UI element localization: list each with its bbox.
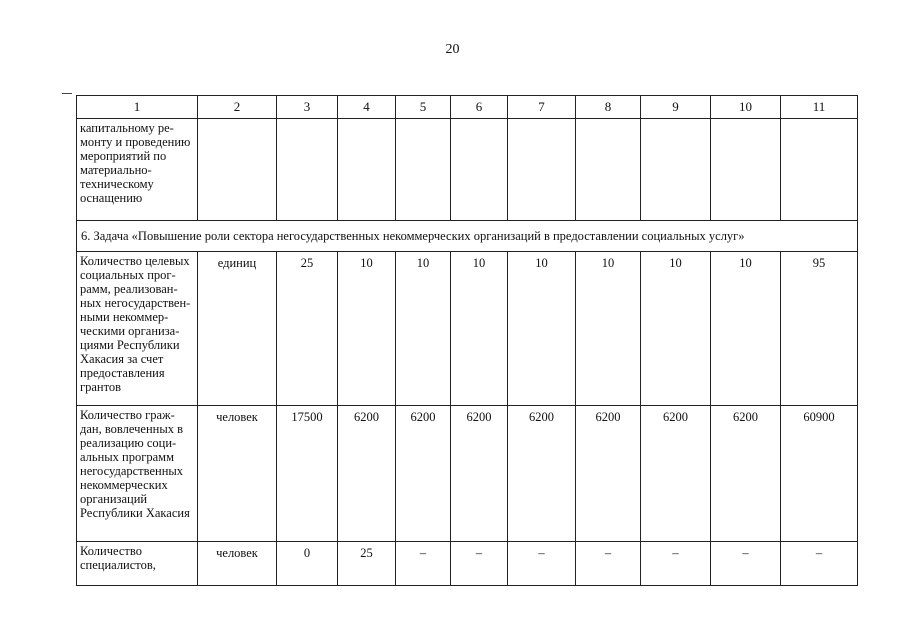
page-number: 20 xyxy=(445,42,460,57)
name-line: ными некоммер- xyxy=(80,310,169,324)
name-line: специалистов, xyxy=(80,558,156,572)
unit-cell: человек xyxy=(198,542,277,586)
empty-cell xyxy=(576,119,641,221)
column-header: 1 xyxy=(77,96,198,119)
name-line: мероприятий по xyxy=(80,149,167,163)
value-cell: 10 xyxy=(641,252,711,406)
value-cell: – xyxy=(451,542,508,586)
name-line: материально- xyxy=(80,163,152,177)
column-header: 9 xyxy=(641,96,711,119)
name-line: техническому xyxy=(80,177,154,191)
task-heading-row xyxy=(77,221,858,252)
empty-cell xyxy=(711,119,781,221)
value-cell: 6200 xyxy=(711,406,781,542)
value-cell: 60900 xyxy=(781,406,858,542)
value-cell: 0 xyxy=(277,542,338,586)
name-line: циями Республики xyxy=(80,338,180,352)
table-row xyxy=(77,252,858,406)
name-line: Количество граж- xyxy=(80,408,175,422)
name-line: организаций xyxy=(80,492,148,506)
name-line: ных негосударствен- xyxy=(80,296,191,310)
name-line: альных программ xyxy=(80,450,174,464)
name-line: дан, вовлеченных в xyxy=(80,422,184,436)
empty-cell xyxy=(198,119,277,221)
name-line: предоставления xyxy=(80,366,165,380)
empty-cell xyxy=(451,119,508,221)
value-cell: 6200 xyxy=(641,406,711,542)
indicators-table xyxy=(76,95,858,586)
name-line: негосударственных xyxy=(80,464,184,478)
name-line: Хакасия за счет xyxy=(80,352,164,366)
name-line: рамм, реализован- xyxy=(80,282,178,296)
name-line: Республики Хакасия xyxy=(80,506,190,520)
value-cell: 6200 xyxy=(576,406,641,542)
value-cell: 17500 xyxy=(277,406,338,542)
indicator-name xyxy=(77,542,198,586)
name-line: грантов xyxy=(80,380,122,394)
column-header: 2 xyxy=(198,96,277,119)
value-cell: 6200 xyxy=(396,406,451,542)
column-header: 6 xyxy=(451,96,508,119)
unit-cell: человек xyxy=(198,406,277,542)
column-header: 3 xyxy=(277,96,338,119)
unit-cell: единиц xyxy=(198,252,277,406)
table-header-row xyxy=(77,96,858,119)
value-cell: 25 xyxy=(277,252,338,406)
empty-cell xyxy=(641,119,711,221)
empty-cell xyxy=(396,119,451,221)
value-cell: 6200 xyxy=(338,406,396,542)
value-cell: – xyxy=(781,542,858,586)
value-cell: – xyxy=(508,542,576,586)
name-line: реализацию соци- xyxy=(80,436,177,450)
name-line: монту и проведению xyxy=(80,135,191,149)
value-cell: 25 xyxy=(338,542,396,586)
indicator-name xyxy=(77,406,198,542)
column-header: 7 xyxy=(508,96,576,119)
name-line: социальных прог- xyxy=(80,268,176,282)
column-header: 4 xyxy=(338,96,396,119)
empty-cell xyxy=(781,119,858,221)
name-line: Количество xyxy=(80,544,142,558)
name-line: оснащению xyxy=(80,191,143,205)
table-row xyxy=(77,119,858,221)
name-line: некоммерческих xyxy=(80,478,168,492)
column-header: 8 xyxy=(576,96,641,119)
value-cell: 10 xyxy=(508,252,576,406)
empty-cell xyxy=(277,119,338,221)
empty-cell xyxy=(338,119,396,221)
value-cell: 95 xyxy=(781,252,858,406)
value-cell: – xyxy=(576,542,641,586)
value-cell: 10 xyxy=(396,252,451,406)
scan-mark xyxy=(62,93,72,94)
column-header: 10 xyxy=(711,96,781,119)
table-row xyxy=(77,542,858,586)
value-cell: – xyxy=(396,542,451,586)
value-cell: 10 xyxy=(711,252,781,406)
value-cell: – xyxy=(711,542,781,586)
task-heading: 6. Задача «Повышение роли сектора негосударственных некоммерческих организаций в предоставлении социальных услуг» xyxy=(77,221,858,252)
value-cell: 10 xyxy=(451,252,508,406)
name-line: ческими организа- xyxy=(80,324,180,338)
name-line: Количество целевых xyxy=(80,254,190,268)
table-row xyxy=(77,406,858,542)
empty-cell xyxy=(508,119,576,221)
column-header: 11 xyxy=(781,96,858,119)
value-cell: 6200 xyxy=(451,406,508,542)
name-line: капитальному ре- xyxy=(80,121,174,135)
value-cell: – xyxy=(641,542,711,586)
value-cell: 10 xyxy=(576,252,641,406)
indicator-name xyxy=(77,119,198,221)
column-header: 5 xyxy=(396,96,451,119)
value-cell: 10 xyxy=(338,252,396,406)
value-cell: 6200 xyxy=(508,406,576,542)
indicator-name xyxy=(77,252,198,406)
